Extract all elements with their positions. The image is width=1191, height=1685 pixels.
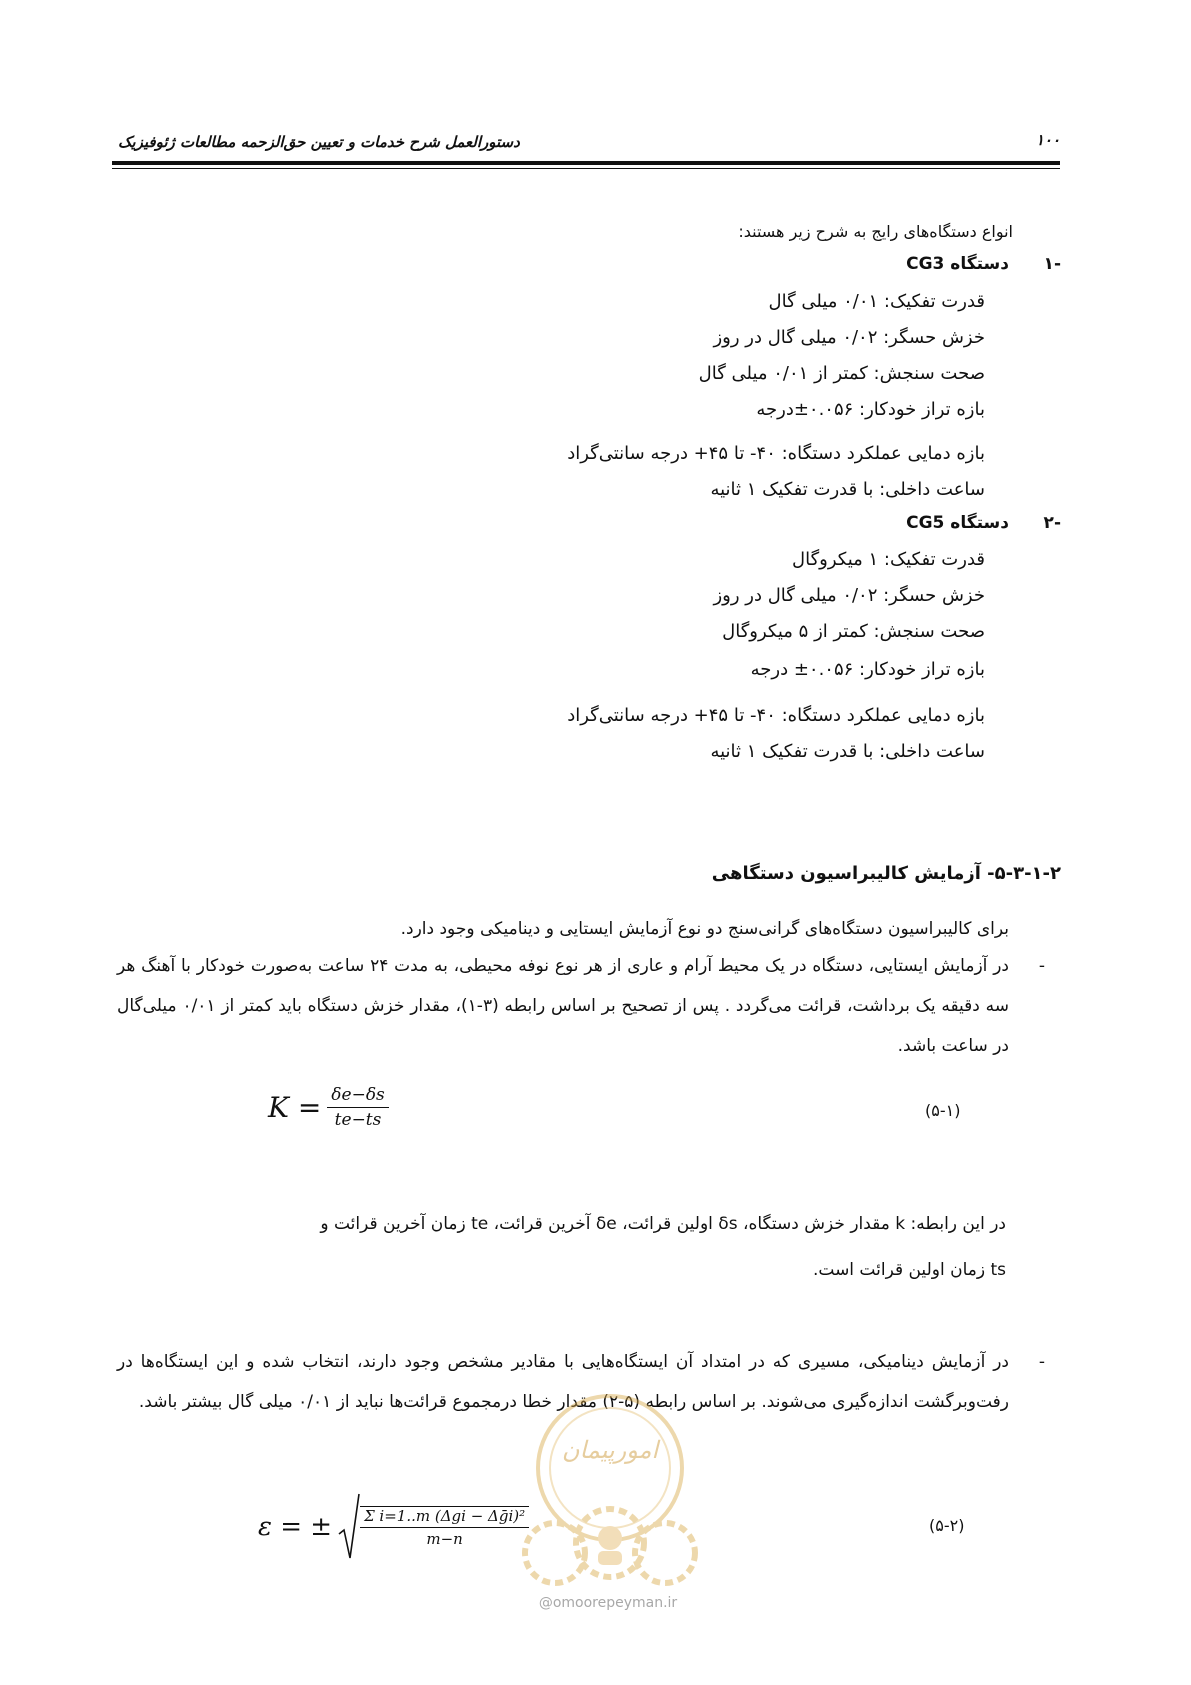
equation-1	[268, 1085, 389, 1130]
equation-2-denominator: m−n	[426, 1530, 463, 1548]
bullet-static: -	[1038, 956, 1045, 976]
section-heading: ۵-۳-۱-۲- آزمایش کالیبراسیون دستگاهی	[711, 863, 1061, 884]
device-1-number: -۱	[1043, 254, 1061, 274]
page-number: ۱۰۰	[1035, 131, 1060, 149]
header-rule-thin	[112, 168, 1060, 169]
device-2-spec: ساعت داخلی: با قدرت تفکیک ۱ ثانیه	[710, 741, 985, 762]
equation-2-lhs: ε = ±	[258, 1512, 333, 1542]
device-1-spec: بازه تراز خودکار: ۰.۰۵۶±درجه	[756, 399, 985, 420]
intro-text: انواع دستگاه‌های رایج به شرح زیر هستند:	[738, 222, 1013, 241]
equation-1-lhs: K =	[268, 1091, 322, 1124]
device-2-spec: بازه دمایی عملکرد دستگاه: ۴۰- تا ۴۵+ درجه سانتی‌گراد	[567, 705, 985, 726]
device-2-spec: صحت سنجش: کمتر از ۵ میکروگال	[722, 621, 985, 642]
square-root-icon	[338, 1492, 360, 1562]
device-1-title: دستگاه CG3	[906, 254, 1009, 274]
device-1-spec: خزش حسگر: ۰/۰۲ میلی گال در روز	[713, 327, 985, 348]
watermark-logo-text: امورپیمان	[561, 1436, 659, 1464]
device-1-spec: ساعت داخلی: با قدرت تفکیک ۱ ثانیه	[710, 479, 985, 500]
equation-1-explanation: ts زمان اولین قرائت است.	[812, 1260, 1006, 1280]
equation-2-number: (۵-۲)	[929, 1516, 965, 1535]
device-2-spec: بازه تراز خودکار: ۰.۰۵۶± درجه	[750, 659, 985, 680]
equation-1-denominator: te−ts	[334, 1110, 382, 1130]
running-header-title: دستورالعمل شرح خدمات و تعیین حق‌الزحمه مطالعات ژئوفیزیک	[118, 133, 520, 151]
section-intro: برای کالیبراسیون دستگاه‌های گرانی‌سنج دو نوع آزمایش ایستایی و دینامیکی وجود دارد.	[400, 919, 1009, 939]
equation-1-explanation: در این رابطه: k مقدار خزش دستگاه، δs اولین قرائت، δe آخرین قرائت، te زمان آخرین قرائت و	[320, 1214, 1006, 1234]
bullet-dynamic: -	[1038, 1352, 1045, 1372]
header-rule-thick	[112, 161, 1060, 165]
device-2-spec: خزش حسگر: ۰/۰۲ میلی گال در روز	[713, 585, 985, 606]
device-1-heading	[906, 254, 1061, 274]
device-1-spec: صحت سنجش: کمتر از ۰/۰۱ میلی گال	[698, 363, 985, 384]
watermark-logo	[515, 1388, 705, 1618]
static-test-paragraph: در آزمایش ایستایی، دستگاه در یک محیط آرام و عاری از هر نوع نوفه محیطی، به مدت ۲۴ ساعت به‌صورت خودکار با آهنگ هر سه دقیقه یک برداشت، قرائت می‌گردد . پس از تصحیح بر اساس رابطه (۳-۱)، مقدار خزش دستگاه باید کمتر از ۰/۰۱ میلی‌گال در ساعت باشد.	[117, 956, 1010, 1056]
device-2-heading	[906, 513, 1061, 533]
dynamic-test-paragraph: در آزمایش دینامیکی، مسیری که در امتداد آن ایستگاه‌هایی با مقادیر مشخص وجود دارند، انتخاب شده و این ایستگاه‌ها در رفت‌وبرگشت اندازه‌گیری می‌شوند. بر اساس رابطه (۵-۲) مقدار خطا درمجموع قرائت‌ها نباید از ۰/۰۱ میلی گال بیشتر باشد.	[117, 1352, 1009, 1412]
equation-2	[258, 1492, 529, 1562]
equation-2-numerator: Σ i=1..m (Δgi − Δḡi)²	[360, 1507, 529, 1528]
device-2-number: -۲	[1043, 513, 1061, 533]
equation-1-fraction	[327, 1085, 389, 1130]
device-1-spec: بازه دمایی عملکرد دستگاه: ۴۰- تا ۴۵+ درجه سانتی‌گراد	[567, 443, 985, 464]
equation-2-radical	[338, 1492, 529, 1562]
equation-1-numerator: δe−δs	[327, 1085, 389, 1108]
device-1-spec: قدرت تفکیک: ۰/۰۱ میلی گال	[768, 291, 985, 312]
device-2-spec: قدرت تفکیک: ۱ میکروگال	[792, 549, 985, 570]
watermark-site: @omoorepeyman.ir	[538, 1595, 678, 1611]
equation-1-number: (۵-۱)	[925, 1101, 961, 1120]
device-2-title: دستگاه CG5	[906, 513, 1009, 533]
equation-2-fraction	[360, 1506, 529, 1548]
